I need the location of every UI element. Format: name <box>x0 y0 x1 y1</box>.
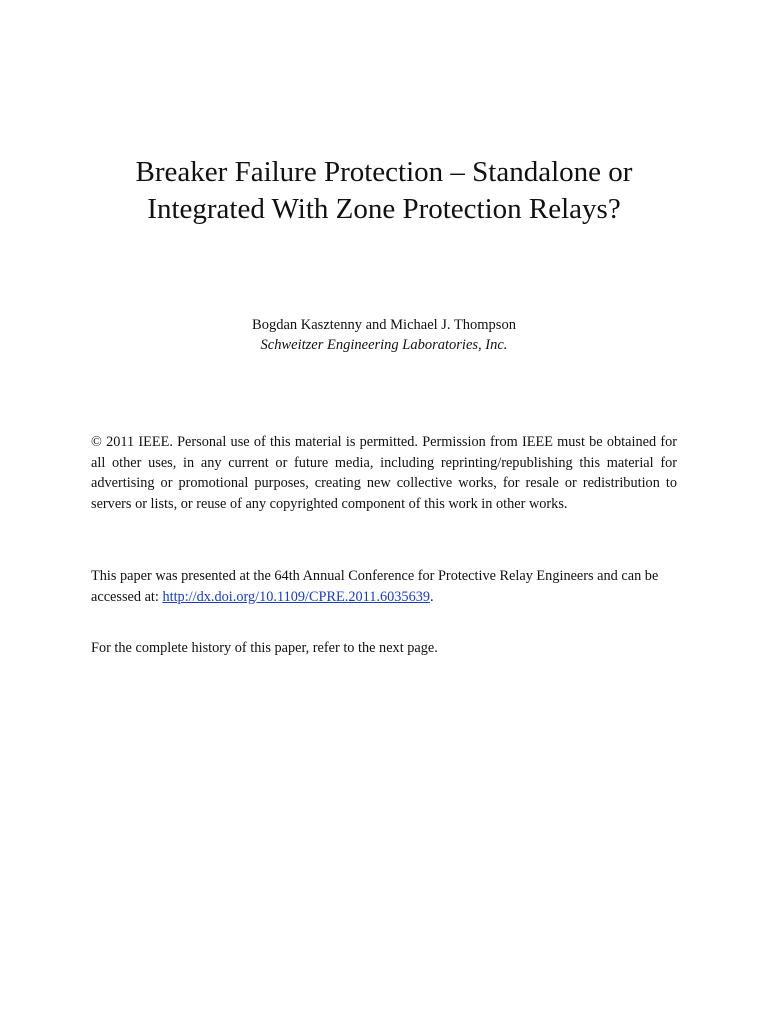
presentation-text: This paper was presented at the 64th Annual Conference for Protective Relay Engineers and can be accessed at: <box>91 568 659 605</box>
presentation-text-end: . <box>430 588 434 605</box>
paper-title <box>60 154 708 228</box>
paper-title-line-2: Integrated With Zone Protection Relays? <box>147 193 621 225</box>
paper-title-line-1: Breaker Failure Protection – Standalone or <box>135 156 633 188</box>
author-block <box>60 315 708 355</box>
copyright-notice: © 2011 IEEE. Personal use of this material is permitted. Permission from IEEE must be obtained for all other uses, in any current or future media, including reprinting/republishing this material for advertising or promotional purposes, creating new collective works, for resale or redistribution to servers or lists, or reuse of any copyrighted component of this work in other works. <box>91 434 677 512</box>
author-names: Bogdan Kasztenny and Michael J. Thompson <box>252 317 516 333</box>
history-note: For the complete history of this paper, refer to the next page. <box>91 640 438 656</box>
doi-link[interactable]: http://dx.doi.org/10.1109/CPRE.2011.6035639 <box>162 588 431 605</box>
author-affiliation: Schweitzer Engineering Laboratories, Inc. <box>260 337 508 353</box>
presentation-note <box>91 566 677 607</box>
